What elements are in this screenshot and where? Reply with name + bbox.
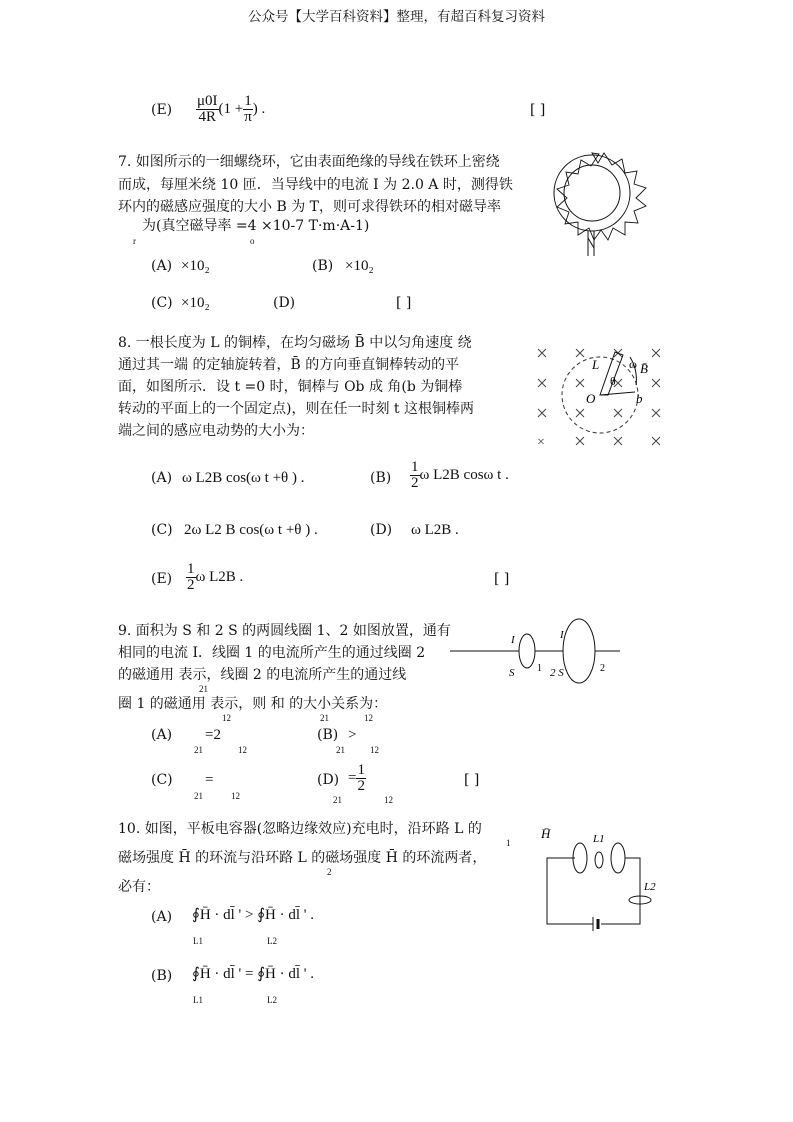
q8-line: 转动的平面上的一个固定点)，则在任一时刻 t 这根铜棒两 [118, 401, 474, 417]
subscript: 2 [327, 867, 332, 877]
option-text [186, 562, 243, 593]
formula [196, 94, 265, 125]
option-label: (C) [151, 772, 173, 788]
label-2s: 2 S [550, 667, 564, 679]
label-o: O [586, 391, 596, 406]
q10-line: 磁场强度 H̄ 的环流与沿环路 L 的磁场强度 H̄ 的环流两者， [118, 850, 487, 866]
denominator: 2 [187, 577, 195, 593]
label-1: 1 [537, 663, 542, 674]
subscript: 12 [238, 745, 247, 755]
q7-line: 而成，每厘米绕 10 匝．当导线中的电流 I 为 2.0 A 时，测得铁 [118, 177, 513, 193]
subscript: L1 [193, 936, 203, 946]
numerator: μ0I [197, 93, 218, 109]
q10-line: 10. 如图，平板电容器(忽略边缘效应)充电时，沿环路 L 的 [118, 821, 482, 837]
option-label: (B) [370, 470, 392, 486]
option-label: (D) [273, 295, 296, 311]
option-text: > [348, 727, 357, 743]
field-cross-mark [576, 349, 584, 357]
q8-line: 通过其一端 的定轴旋转着，B̄ 的方向垂直铜棒转动的平 [118, 357, 460, 373]
q10-line: 必有： [118, 879, 160, 895]
field-cross-mark [652, 349, 660, 357]
q7-line: 环内的磁感应强度的大小 B 为 T，则可求得铁环的相对磁导率 [118, 199, 501, 215]
toroid-figure [530, 148, 660, 258]
label-theta: θ [610, 374, 616, 388]
option-label: (A) [151, 909, 173, 925]
subscript: 12 [384, 795, 393, 805]
answer-bracket: [ ] [530, 102, 546, 118]
subscript: 21 [199, 684, 208, 694]
option-label: (B) [317, 727, 339, 743]
label-i: I [560, 629, 564, 641]
denominator: 2 [411, 475, 419, 491]
field-cross-mark [614, 437, 622, 445]
option-label: (C) [151, 522, 173, 538]
subscript: r [133, 236, 136, 246]
q9-line: 圈 1 的磁通用 表示，则 和 的大小关系为： [118, 696, 388, 712]
q9-line: 9. 面积为 S 和 2 S 的两圆线圈 1、2 如图放置，通有 [118, 623, 451, 639]
q9-line: 的磁通用 表示，线圈 2 的电流所产生的通过线 [118, 667, 407, 683]
option-text: =2 [205, 727, 221, 743]
field-cross-mark [576, 379, 584, 387]
field-cross-mark [576, 437, 584, 445]
q8-line: 8. 一根长度为 L 的铜棒，在均匀磁场 B̄ 中以匀角速度 绕 [118, 335, 472, 351]
numerator: 1 [411, 459, 419, 475]
option-text: 2ω L2 B cos(ω t +θ ) . [184, 522, 318, 538]
option-text: ×10₂ [181, 258, 210, 274]
subscript: 12 [370, 745, 379, 755]
subscript: 21 [320, 713, 329, 723]
q8-line: 面，如图所示．设 t =0 时，铜棒与 Ob 成 角(b 为铜棒 [118, 379, 463, 395]
option-label: (E) [151, 102, 173, 118]
subscript: 21 [194, 745, 203, 755]
answer-bracket: [ ] [494, 571, 510, 587]
option-text [348, 763, 366, 794]
option-label: (C) [151, 295, 173, 311]
denominator: 2 [357, 778, 365, 794]
formula-part: ) . [252, 100, 266, 117]
subscript: L2 [267, 995, 277, 1005]
option-label: (E) [151, 571, 173, 587]
field-cross-mark [614, 409, 622, 417]
field-cross-mark [652, 437, 660, 445]
label-l: L [592, 357, 600, 372]
subscript: o [250, 236, 255, 246]
subscript: 21 [333, 795, 342, 805]
field-cross-mark [538, 409, 546, 417]
q7-line: 为(真空磁导率 =4 ×10-7 T·m·A-1) [142, 218, 370, 234]
option-label: (D) [317, 772, 340, 788]
subscript: L1 [193, 995, 203, 1005]
option-text: ×10₂ [181, 295, 210, 311]
subscript: 12 [222, 713, 231, 723]
option-text: ∮H̄ · dl̄ ' > ∮H̄ · dl̄ ' . [192, 907, 314, 923]
capacitor-circuit-figure [541, 822, 665, 942]
field-cross-mark: × [537, 435, 545, 450]
option-text: ω L2B cos(ω t +θ ) . [182, 470, 305, 486]
rotating-rod-figure [530, 335, 670, 450]
denominator: 4R [198, 109, 217, 125]
label-b: b [636, 391, 643, 406]
subscript: L2 [267, 936, 277, 946]
q7-line: 7. 如图所示的一细螺绕环，它由表面绝缘的导线在铁环上密绕 [118, 154, 500, 170]
label-i: I [511, 634, 515, 646]
option-label: (B) [312, 258, 334, 274]
field-cross-mark [652, 409, 660, 417]
answer-bracket: [ ] [464, 772, 480, 788]
field-cross-mark [652, 379, 660, 387]
formula-part: ω L2B cosω t . [419, 466, 509, 483]
q9-line: 相同的电流 I．线圈 1 的电流所产生的通过线圈 2 [118, 645, 426, 661]
field-cross-mark [538, 349, 546, 357]
option-label: (B) [151, 968, 173, 984]
field-cross-mark [576, 409, 584, 417]
label-l2: L2 [644, 881, 656, 893]
label-h: H̄ [541, 826, 551, 841]
answer-bracket: [ ] [396, 295, 412, 311]
label-l1: L1 [593, 833, 605, 845]
formula-part: (1 + [218, 100, 244, 117]
option-label: (A) [151, 470, 173, 486]
field-cross-mark [538, 379, 546, 387]
option-label: (A) [151, 258, 173, 274]
option-label: (A) [151, 727, 173, 743]
subscript: 21 [194, 791, 203, 801]
label-s: S [509, 667, 515, 679]
subscript: 12 [364, 713, 373, 723]
label-2: 2 [600, 663, 605, 674]
subscript: 21 [336, 745, 345, 755]
two-coils-figure [450, 618, 630, 688]
option-label: (D) [370, 522, 393, 538]
option-text: ×10₂ [345, 258, 374, 274]
option-text: = [205, 772, 214, 788]
option-text: ω L2B . [411, 522, 459, 538]
option-text: ∮H̄ · dl̄ ' = ∮H̄ · dl̄ ' . [192, 966, 314, 982]
denominator: π [244, 109, 252, 125]
label-omega: ω [629, 357, 637, 371]
subscript: 12 [231, 791, 240, 801]
numerator: 1 [244, 93, 252, 109]
page-header: 公众号【大学百科资料】整理，有超百科复习资料 [248, 9, 545, 25]
q8-line: 端之间的感应电动势的大小为： [118, 423, 314, 439]
numerator: 1 [357, 762, 365, 778]
numerator: 1 [187, 561, 195, 577]
subscript: 1 [506, 838, 511, 848]
label-b-field: B̄ [640, 361, 648, 376]
option-text [410, 460, 509, 491]
formula-part: = [348, 769, 357, 786]
formula-part: ω L2B . [195, 568, 244, 585]
